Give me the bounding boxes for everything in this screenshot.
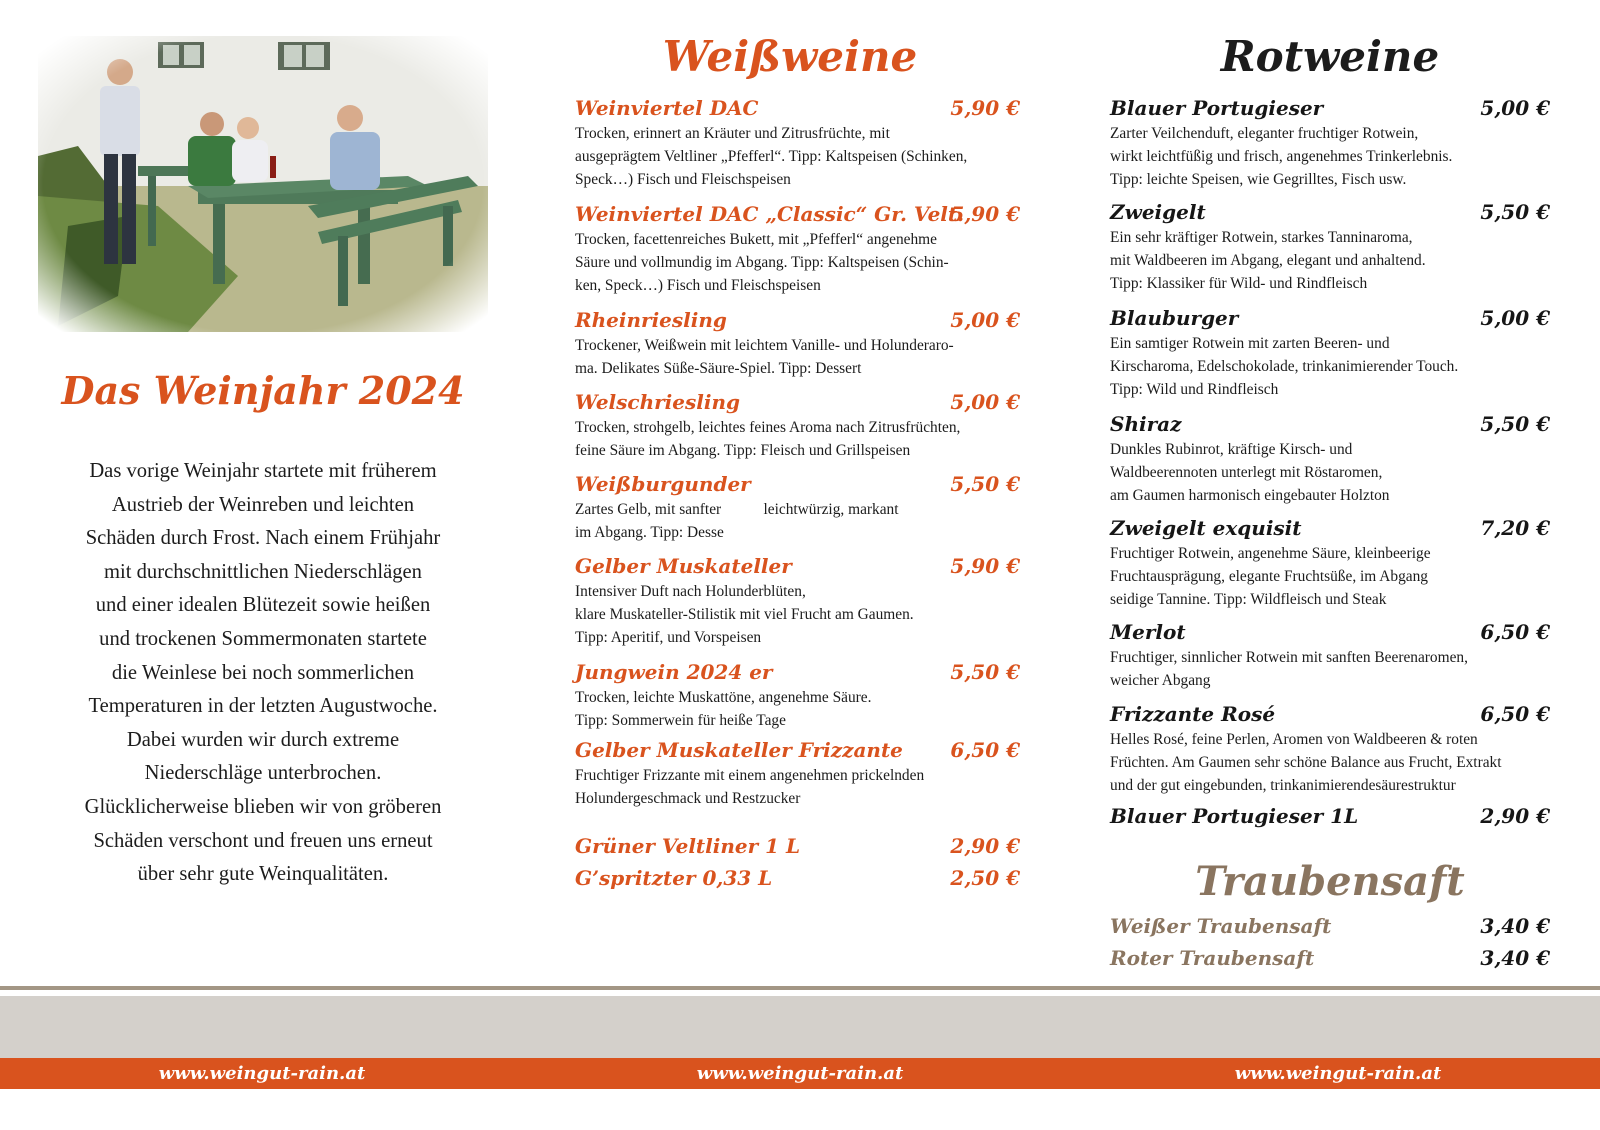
wine-description [575,228,1020,297]
wine-item [1110,304,1550,401]
wine-item [575,736,1020,810]
intro-text [32,455,494,892]
wine-price: 5,00 € [950,308,1020,332]
wine-price: 5,50 € [1480,412,1550,436]
wine-name: Blauburger [1110,306,1239,330]
desc-line: Tipp: Wild und Rindfleisch [1110,381,1279,398]
wine-name: Blauer Portugieser 1L [1110,804,1359,828]
wine-name: Welschriesling [575,390,740,414]
desc-line: seidige Tannine. Tipp: Wildfleisch und Steak [1110,591,1387,608]
wine-name: Weinviertel DAC [575,96,759,120]
wine-name: Merlot [1110,620,1186,644]
wine-item [1110,198,1550,295]
wine-item [1110,410,1550,507]
wine-name: Rheinriesling [575,308,727,332]
website-link[interactable]: www.weingut-rain.at [1234,1063,1442,1084]
wine-price: 5,50 € [950,472,1020,496]
desc-line: Fruchtiger Rotwein, angenehme Säure, kleinbeerige [1110,545,1431,562]
juice-item [1110,944,1550,972]
wine-price: 5,50 € [950,660,1020,684]
wine-name: Gelber Muskateller Frizzante [575,738,903,762]
red-wines-title: Rotweine [1220,32,1440,81]
wine-description [575,686,1020,732]
desc-line: im Abgang. Tipp: Desse [575,524,724,541]
wine-description [1110,332,1550,401]
intro-line: mit durchschnittlichen Niederschlägen [104,560,422,583]
wine-description [1110,122,1550,191]
juice-price: 3,40 € [1480,946,1550,970]
wine-description [1110,646,1550,692]
juice-item [1110,912,1550,940]
intro-line: und trockenen Sommermonaten startete [99,627,427,650]
desc-line: Zartes Gelb, mit sanfter leichtwürzig, markant [575,501,899,518]
wine-description [575,764,1020,810]
intro-line: Glücklicherweise blieben wir von gröberen [84,795,442,818]
wine-item [575,388,1020,462]
desc-line: Früchten. Am Gaumen sehr schöne Balance aus Frucht, Extrakt [1110,754,1502,771]
wine-item [575,864,1020,892]
intro-line: über sehr gute Weinqualitäten. [137,863,389,886]
wine-item [575,470,1020,544]
wine-price: 5,00 € [1480,96,1550,120]
website-link[interactable]: www.weingut-rain.at [696,1063,904,1084]
desc-line: Trocken, erinnert an Kräuter und Zitrusfrüchte, mit [575,125,890,142]
wine-item [575,200,1020,297]
intro-line: Das vorige Weinjahr startete mit früherem [89,460,437,482]
desc-line: Fruchtiger Frizzante mit einem angenehmen prickelnden [575,767,925,784]
wine-description [575,580,1020,649]
wine-item [1110,700,1550,797]
wine-item [575,94,1020,191]
desc-line: Trocken, leichte Muskattöne, angenehme Säure. [575,689,872,706]
desc-line: Fruchtausprägung, elegante Fruchtsüße, im Abgang [1110,568,1429,585]
wine-item [575,832,1020,860]
wine-description [1110,438,1550,507]
grey-band [0,996,1600,1058]
wine-description [1110,542,1550,611]
wine-description [1110,728,1550,797]
desc-line: Tipp: Klassiker für Wild- und Rindfleisch [1110,275,1368,292]
desc-line: Tipp: Aperitif, und Vorspeisen [575,629,762,646]
desc-line: wirkt leichtfüßig und frisch, angenehmes Trinkerlebnis. [1110,148,1453,165]
wine-price: 5,50 € [1480,200,1550,224]
wine-name: Jungwein 2024 er [575,660,773,684]
desc-line: Waldbeerennoten unterlegt mit Röstaromen, [1110,464,1383,481]
desc-line: Fruchtiger, sinnlicher Rotwein mit sanften Beerenaromen, [1110,649,1468,666]
wine-description [575,416,1020,462]
desc-line: Dunkles Rubinrot, kräftige Kirsch- und [1110,441,1353,458]
wine-item [1110,514,1550,611]
intro-line: Temperaturen in der letzten Augustwoche. [88,695,438,718]
garden-scene-image [38,36,488,332]
intro-line: Dabei wurden wir durch extreme [126,728,400,751]
white-wines-title: Weißweine [662,32,918,81]
desc-line: am Gaumen harmonisch eingebauter Holzton [1110,487,1390,504]
desc-line: mit Waldbeeren im Abgang, elegant und anhaltend. [1110,252,1426,269]
wine-item [1110,802,1550,830]
wine-name: Gelber Muskateller [575,554,792,578]
wine-name: Weißburgunder [575,472,751,496]
wine-name: Frizzante Rosé [1110,702,1276,726]
wine-name: Grüner Veltliner 1 L [575,834,801,858]
wine-price: 2,90 € [950,834,1020,858]
wine-name: Blauer Portugieser [1110,96,1324,120]
wine-name: Zweigelt [1110,200,1206,224]
intro-line: Niederschläge unterbrochen. [144,762,382,785]
desc-line: Ein sehr kräftiger Rotwein, starkes Tanninaroma, [1110,229,1413,246]
desc-line: Trockener, Weißwein mit leichtem Vanille- und Holunderaro- [575,337,954,354]
desc-line: weicher Abgang [1110,672,1211,689]
wine-item [1110,618,1550,692]
desc-line: Trocken, facettenreiches Bukett, mit „Pfefferl“ angenehme [575,231,937,248]
grape-juice-title: Traubensaft [1195,858,1465,905]
wine-price: 6,50 € [1480,702,1550,726]
wine-description [575,498,1020,544]
winery-photo [38,36,488,332]
juice-price: 3,40 € [1480,914,1550,938]
wine-price: 5,90 € [950,554,1020,578]
wine-name: Weinviertel DAC „Classic“ Gr. Velt. [575,202,965,226]
desc-line: Holundergeschmack und Restzucker [575,790,801,807]
wine-price: 5,90 € [950,202,1020,226]
wine-item [1110,94,1550,191]
wine-price: 5,90 € [950,96,1020,120]
divider-line [0,986,1600,990]
desc-line: Tipp: Sommerwein für heiße Tage [575,712,786,729]
intro-title: Das Weinjahr 2024 [61,368,465,413]
wine-description [575,122,1020,191]
wine-name: Shiraz [1110,412,1182,436]
desc-line: Tipp: leichte Speisen, wie Gegrilltes, Fisch usw. [1110,171,1407,188]
wine-name: G’spritzter 0,33 L [575,866,773,890]
intro-line: die Weinlese bei noch sommerlichen [111,661,415,684]
intro-line: Schäden verschont und freuen uns erneut [93,829,433,852]
desc-line: klare Muskateller-Stilistik mit viel Frucht am Gaumen. [575,606,914,623]
wine-price: 6,50 € [1480,620,1550,644]
desc-line: Zarter Veilchenduft, eleganter fruchtiger Rotwein, [1110,125,1419,142]
wine-description [575,334,1020,380]
wine-item [575,306,1020,380]
wine-item [575,658,1020,732]
wine-price: 5,00 € [1480,306,1550,330]
wine-price: 7,20 € [1480,516,1550,540]
website-link[interactable]: www.weingut-rain.at [158,1063,366,1084]
desc-line: Ein samtiger Rotwein mit zarten Beeren- und [1110,335,1390,352]
wine-price: 2,50 € [950,866,1020,890]
intro-line: Schäden durch Frost. Nach einem Frühjahr [85,527,441,550]
juice-name: Roter Traubensaft [1110,946,1315,970]
desc-line: ausgeprägtem Veltliner „Pfefferl“. Tipp: Kaltspeisen (Schinken, [575,148,968,165]
desc-line: Intensiver Duft nach Holunderblüten, [575,583,806,600]
wine-name: Zweigelt exquisit [1110,516,1302,540]
wine-item [575,552,1020,649]
desc-line: ken, Speck…) Fisch und Fleischspeisen [575,277,821,294]
wine-price: 6,50 € [950,738,1020,762]
desc-line: Speck…) Fisch und Fleischspeisen [575,171,791,188]
intro-line: Austrieb der Weinreben und leichten [111,493,415,516]
desc-line: Helles Rosé, feine Perlen, Aromen von Waldbeeren & roten [1110,731,1478,748]
desc-line: Kirscharoma, Edelschokolade, trinkanimierender Touch. [1110,358,1459,375]
desc-line: Säure und vollmundig im Abgang. Tipp: Kaltspeisen (Schin- [575,254,949,271]
wine-price: 5,00 € [950,390,1020,414]
wine-price: 2,90 € [1480,804,1550,828]
desc-line: und der gut eingebunden, trinkanimierendesäurestruktur [1110,777,1456,794]
juice-name: Weißer Traubensaft [1110,914,1332,938]
intro-line: und einer idealen Blütezeit sowie heißen [95,594,431,617]
wine-description [1110,226,1550,295]
desc-line: feine Säure im Abgang. Tipp: Fleisch und Grillspeisen [575,442,911,459]
desc-line: Trocken, strohgelb, leichtes feines Aroma nach Zitrusfrüchten, [575,419,961,436]
desc-line: ma. Delikates Süße-Säure-Spiel. Tipp: Dessert [575,360,862,377]
